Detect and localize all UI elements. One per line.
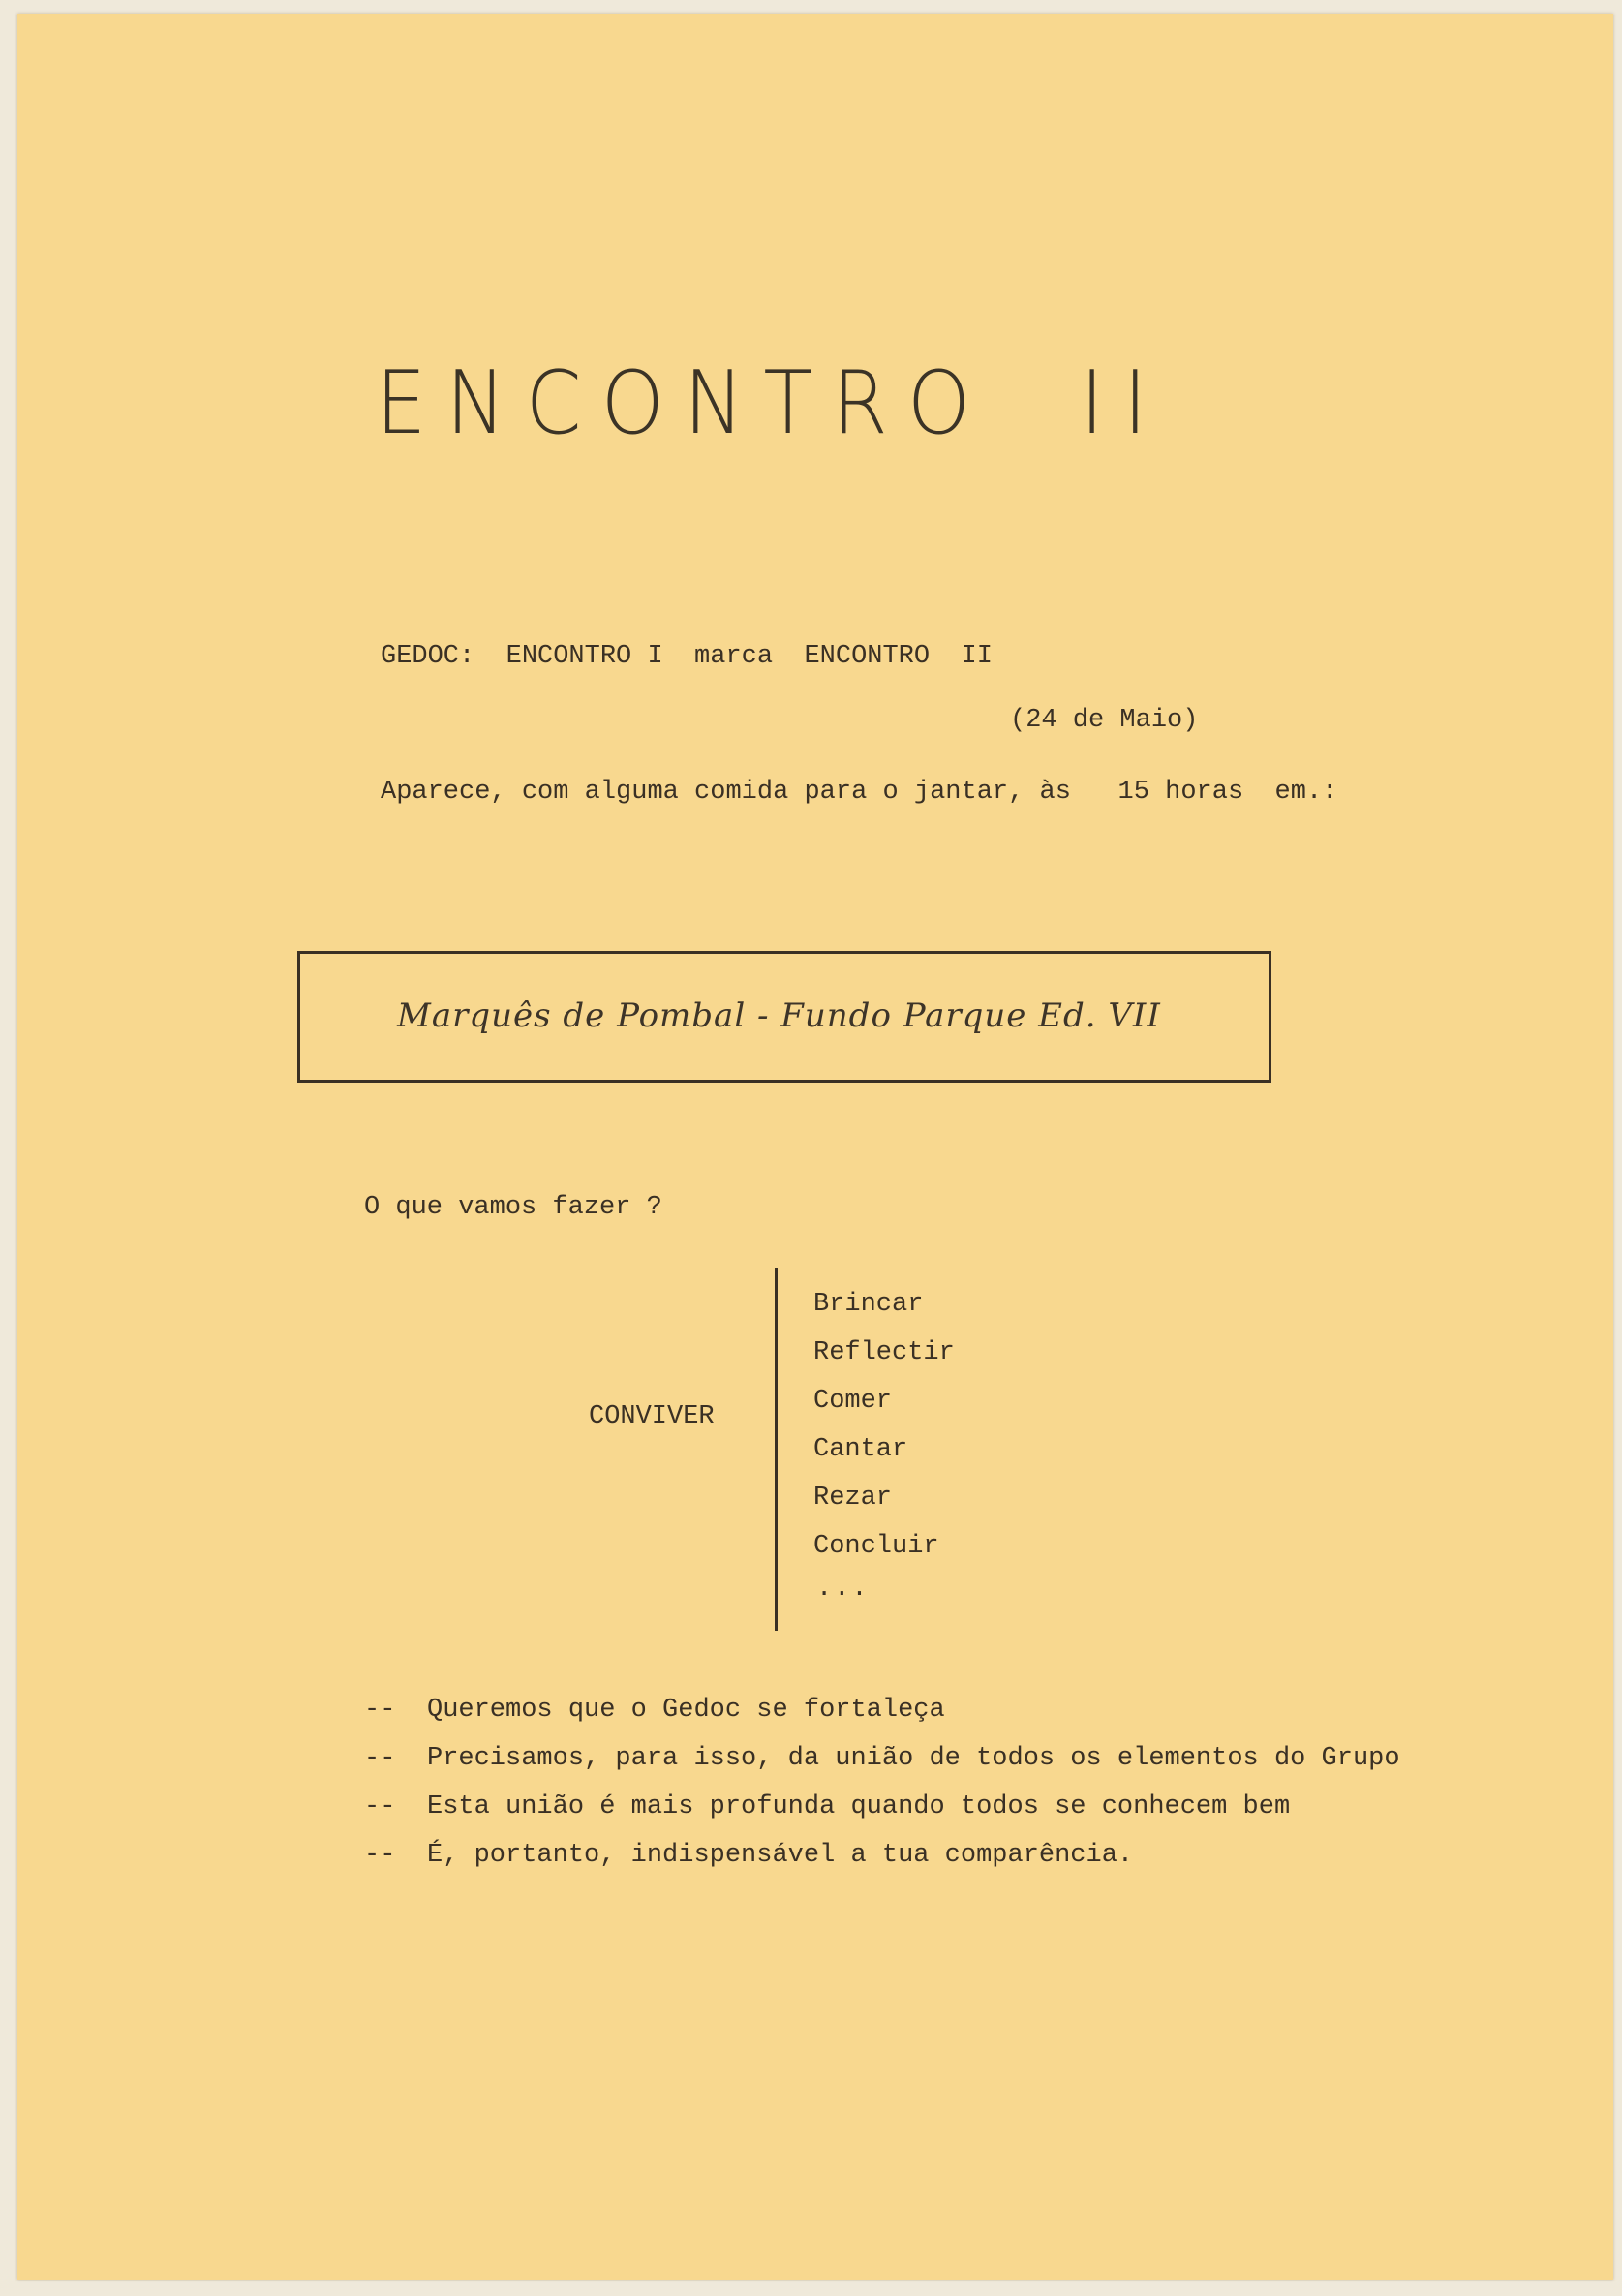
statement-dash: -- — [364, 1792, 396, 1821]
activity-item: Comer — [813, 1387, 893, 1416]
statement-dash: -- — [364, 1841, 396, 1870]
statement-dash: -- — [364, 1696, 396, 1725]
invitation-line: Aparece, com alguma comida para o jantar, às 15 horas em.: — [381, 778, 1338, 807]
document-sheet — [17, 14, 1613, 2280]
address-box — [297, 951, 1271, 1083]
conviver-label: CONVIVER — [589, 1402, 715, 1431]
question-heading: O que vamos fazer ? — [364, 1193, 662, 1222]
activity-item: Reflectir — [813, 1338, 955, 1367]
intro-line: GEDOC: ENCONTRO I marca ENCONTRO II — [381, 642, 993, 671]
date-text: (24 de Maio) — [1010, 706, 1199, 735]
activity-item: Rezar — [813, 1484, 893, 1513]
statement-text: Queremos que o Gedoc se fortaleça — [427, 1696, 945, 1725]
activity-item: Cantar — [813, 1435, 908, 1464]
statement-text: Precisamos, para isso, da união de todos os elementos do Grupo — [427, 1744, 1400, 1773]
handwritten-address: Marquês de Pombal - Fundo Parque Ed. VII — [397, 996, 1161, 1035]
statement-text: Esta união é mais profunda quando todos se conhecem bem — [427, 1792, 1291, 1821]
activity-ellipsis: ... — [816, 1575, 870, 1604]
activity-item: Concluir — [813, 1532, 939, 1561]
statement-text: É, portanto, indispensável a tua comparência. — [427, 1841, 1134, 1870]
statement-dash: -- — [364, 1744, 396, 1773]
page-title: ENCONTRO II — [376, 352, 1167, 454]
activity-item: Brincar — [813, 1290, 924, 1319]
bracket-divider — [775, 1268, 778, 1631]
